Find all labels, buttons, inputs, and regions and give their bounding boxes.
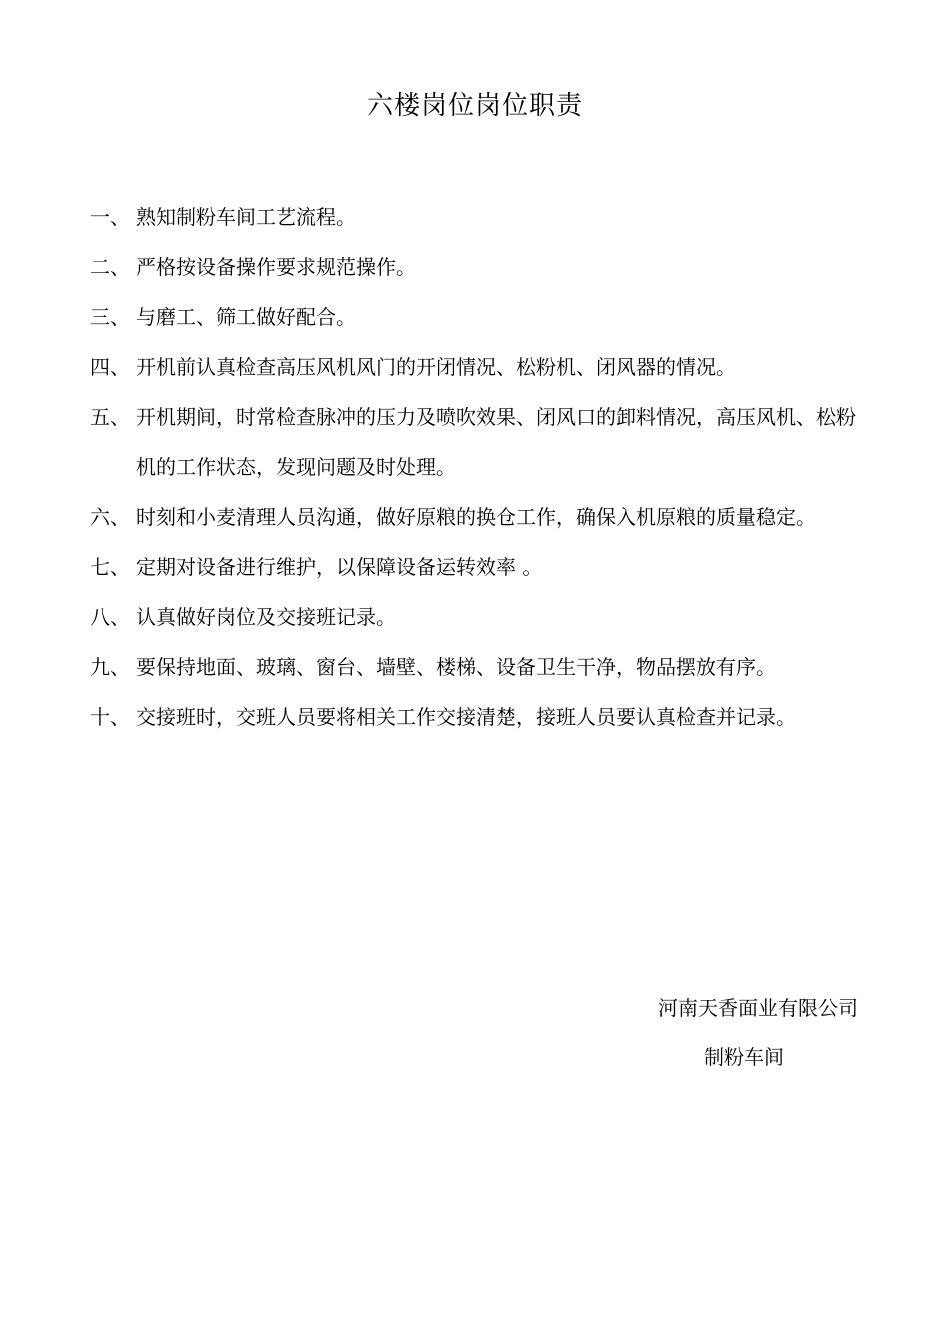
duty-number: 二、 xyxy=(90,255,130,279)
duty-text: 熟知制粉车间工艺流程。 xyxy=(136,205,356,229)
duty-item-3 xyxy=(90,292,865,342)
duty-item-8 xyxy=(90,592,865,642)
duty-number: 八、 xyxy=(90,605,130,629)
duty-number: 三、 xyxy=(90,305,130,329)
duty-text: 交接班时，交班人员要将相关工作交接清楚，接班人员要认真检查并记录。 xyxy=(136,705,796,729)
duty-text: 与磨工、筛工做好配合。 xyxy=(136,305,356,329)
duty-item-5 xyxy=(90,392,865,492)
duty-text: 定期对设备进行维护，以保障设备运转效率 。 xyxy=(136,555,543,579)
duty-item-4 xyxy=(90,342,865,392)
duty-number: 四、 xyxy=(90,355,130,379)
duty-text: 开机前认真检查高压风机风门的开闭情况、松粉机、闭风器的情况。 xyxy=(136,355,736,379)
duty-number: 十、 xyxy=(90,705,130,729)
duty-number: 七、 xyxy=(90,555,130,579)
duty-text: 认真做好岗位及交接班记录。 xyxy=(136,605,396,629)
duty-number: 一、 xyxy=(90,205,130,229)
duty-text: 要保持地面、玻璃、窗台、墙壁、楼梯、设备卫生干净，物品摆放有序。 xyxy=(136,655,776,679)
duty-item-1 xyxy=(90,192,865,242)
duty-item-2 xyxy=(90,242,865,292)
duty-number: 九、 xyxy=(90,655,130,679)
duty-number: 五、 xyxy=(90,405,130,429)
document-title: 六楼岗位岗位职责 xyxy=(366,91,583,121)
duty-list xyxy=(90,192,865,742)
duty-number: 六、 xyxy=(90,505,130,529)
duty-item-6 xyxy=(90,492,865,542)
duty-text: 开机期间，时常检查脉冲的压力及喷吹效果、闭风口的卸料情况，高压风机、松粉机的工作状态，发现问题及时处理。 xyxy=(136,405,856,479)
duty-item-7 xyxy=(90,542,865,592)
duty-text: 时刻和小麦清理人员沟通，做好原粮的换仓工作，确保入机原粮的质量稳定。 xyxy=(136,505,816,529)
duty-item-10 xyxy=(90,692,865,742)
company-name: 河南天香面业有限公司 xyxy=(658,996,858,1020)
duty-text: 严格按设备操作要求规范操作。 xyxy=(136,255,416,279)
duty-item-9 xyxy=(90,642,865,692)
department-name: 制粉车间 xyxy=(704,1045,784,1069)
